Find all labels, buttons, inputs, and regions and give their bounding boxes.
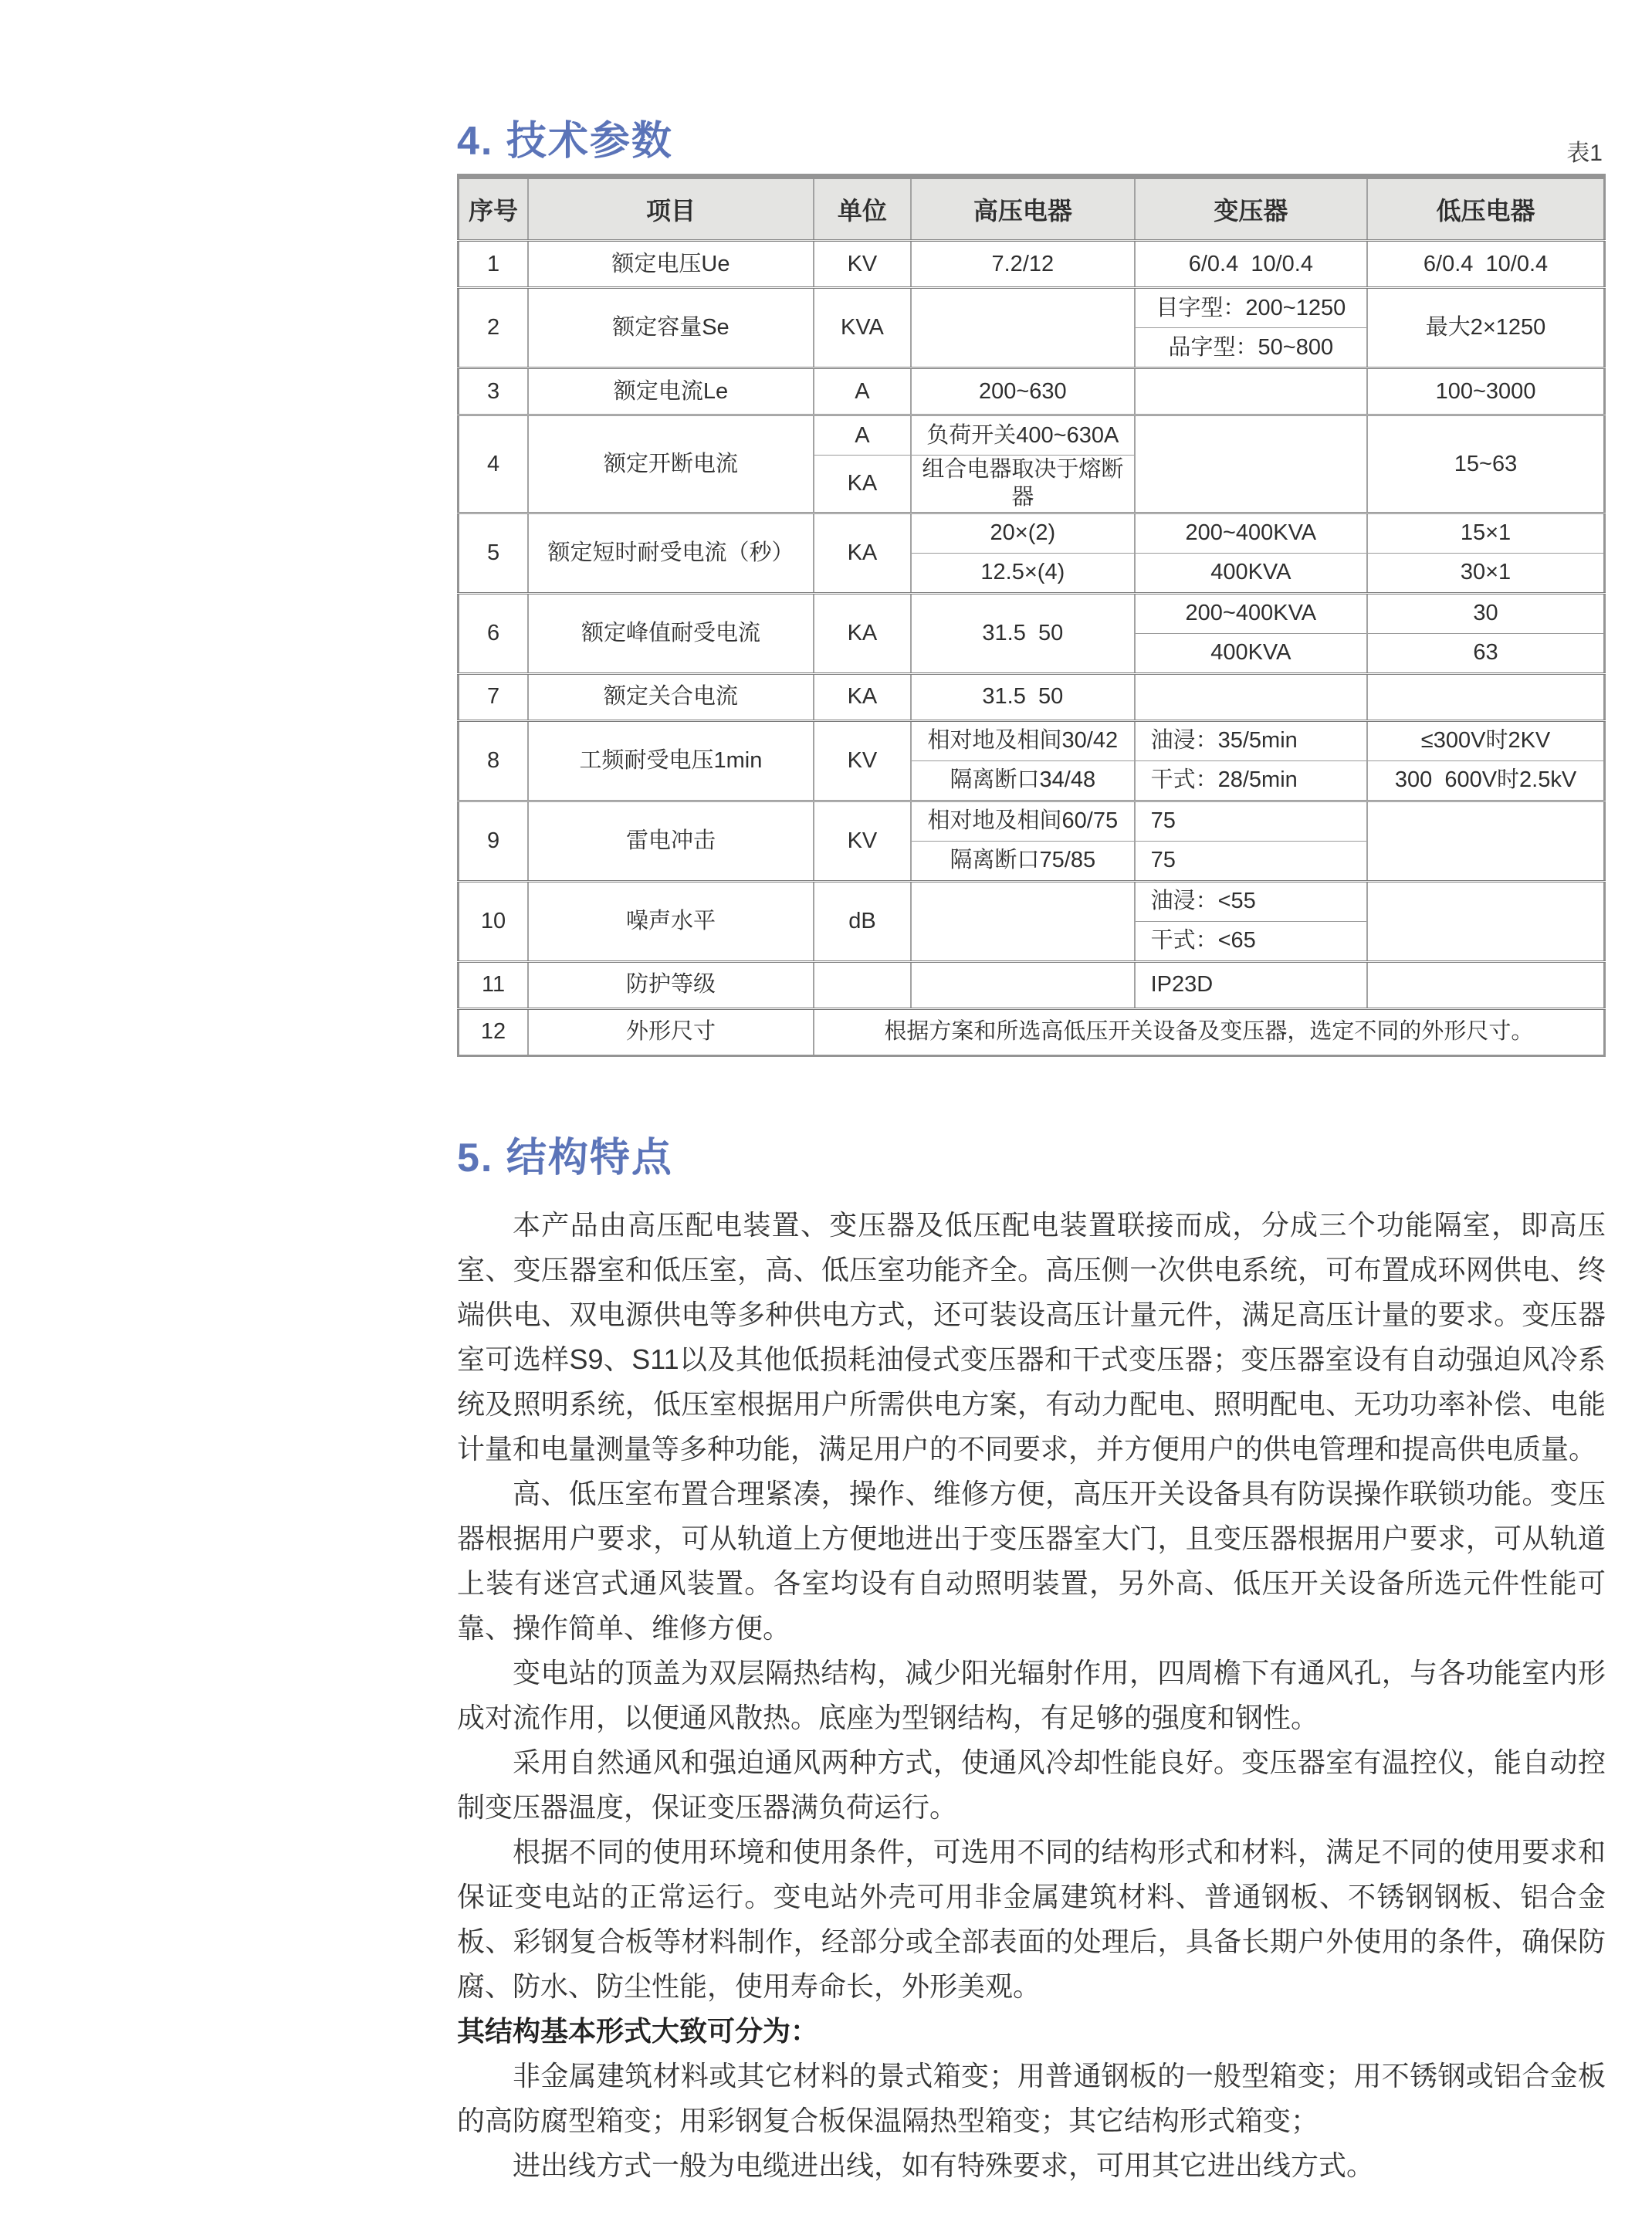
transformer-cell: 6/0.4 10/0.4 — [1135, 241, 1367, 288]
item-cell: 工频耐受电压1min — [528, 720, 814, 801]
section-5-heading: 5. 结构特点 — [457, 1135, 673, 1180]
section-5-body — [457, 1203, 1606, 2188]
table-row — [459, 881, 1605, 921]
paragraph: 进出线方式一般为电缆进出线，如有特殊要求，可用其它进出线方式。 — [513, 2149, 1375, 2181]
transformer-cell: 品字型：50~800 — [1135, 328, 1367, 368]
lv-cell: 15×1 — [1367, 513, 1604, 553]
unit-cell: KA — [814, 456, 911, 513]
row-number-cell: 4 — [459, 415, 529, 513]
transformer-cell: IP23D — [1135, 961, 1367, 1008]
transformer-cell: 干式：28/5min — [1135, 760, 1367, 801]
row-number-cell: 6 — [459, 593, 529, 673]
unit-cell: KV — [814, 241, 911, 288]
lv-cell: 63 — [1367, 633, 1604, 673]
item-cell: 额定峰值耐受电流 — [528, 593, 814, 673]
transformer-cell: 75 — [1135, 841, 1367, 881]
item-cell: 额定开断电流 — [528, 415, 814, 513]
unit-cell: KA — [814, 513, 911, 593]
item-cell: 额定关合电流 — [528, 673, 814, 720]
hv-cell: 12.5×(4) — [911, 553, 1135, 593]
lv-cell: 15~63 — [1367, 415, 1604, 513]
table-row — [459, 288, 1605, 328]
table-row — [459, 593, 1605, 633]
hv-cell: 20×(2) — [911, 513, 1135, 553]
hv-cell — [911, 961, 1135, 1008]
lv-cell: 100~3000 — [1367, 368, 1604, 415]
lv-cell: 6/0.4 10/0.4 — [1367, 241, 1604, 288]
section-4-header-band — [457, 108, 1606, 166]
lv-cell: 30 — [1367, 593, 1604, 633]
paragraph: 采用自然通风和强迫通风两种方式，使通风冷却性能良好。变压器室有温控仪，能自动控制变压器温度，保证变压器满负荷运行。 — [457, 1746, 1606, 1823]
table-row — [459, 961, 1605, 1008]
column-header-transformer: 变压器 — [1135, 177, 1367, 241]
hv-cell: 相对地及相间60/75 — [911, 801, 1135, 841]
merged-note-cell: 根据方案和所选高低压开关设备及变压器，选定不同的外形尺寸。 — [814, 1008, 1605, 1055]
transformer-cell: 油浸：<55 — [1135, 881, 1367, 921]
column-header-item: 项目 — [528, 177, 814, 241]
item-cell: 额定电流Le — [528, 368, 814, 415]
transformer-cell — [1135, 368, 1367, 415]
hv-cell: 组合电器取决于熔断器 — [911, 456, 1135, 513]
transformer-cell: 200~400KVA — [1135, 513, 1367, 553]
transformer-cell: 目字型：200~1250 — [1135, 288, 1367, 328]
lv-cell: ≤300V时2KV — [1367, 720, 1604, 760]
transformer-cell: 75 — [1135, 801, 1367, 841]
hv-cell: 隔离断口34/48 — [911, 760, 1135, 801]
item-cell: 雷电冲击 — [528, 801, 814, 881]
paragraph: 本产品由高压配电装置、变压器及低压配电装置联接而成，分成三个功能隔室，即高压室、变压器室和低压室，高、低压室功能齐全。高压侧一次供电系统，可布置成环网供电、终端供电、双电源供电等多种供电方式，还可装设高压计量元件，满足高压计量的要求。变压器室可选样S9、S11以及其他低损耗油侵式变压器和干式变压器；变压器室设有自动强迫风冷系统及照明系统，低压室根据用户所需供电方案，有动力配电、照明配电、无功功率补偿、电能计量和电量测量等多种功能，满足用户的不同要求，并方便用户的供电管理和提高供电质量。 — [457, 1208, 1606, 1465]
tech-params-table — [457, 174, 1606, 1057]
column-header-no: 序号 — [459, 177, 529, 241]
unit-cell: dB — [814, 881, 911, 961]
lv-cell: 最大2×1250 — [1367, 288, 1604, 368]
item-cell: 额定容量Se — [528, 288, 814, 368]
table-row — [459, 415, 1605, 456]
row-number-cell: 1 — [459, 241, 529, 288]
table-row — [459, 673, 1605, 720]
unit-cell: A — [814, 415, 911, 456]
paragraph: 高、低压室布置合理紧凑，操作、维修方便，高压开关设备具有防误操作联锁功能。变压器根据用户要求，可从轨道上方便地进出于变压器室大门，且变压器根据用户要求，可从轨道上装有迷宫式通风装置。各室均设有自动照明装置，另外高、低压开关设备所选元件性能可靠、操作简单、维修方便。 — [457, 1477, 1606, 1644]
hv-cell: 隔离断口75/85 — [911, 841, 1135, 881]
column-header-lv: 低压电器 — [1367, 177, 1604, 241]
transformer-cell — [1135, 673, 1367, 720]
transformer-cell: 干式：<65 — [1135, 921, 1367, 961]
column-header-unit: 单位 — [814, 177, 911, 241]
hv-cell: 200~630 — [911, 368, 1135, 415]
table-caption: 表1 — [1566, 141, 1603, 166]
unit-cell: KV — [814, 720, 911, 801]
unit-cell: KVA — [814, 288, 911, 368]
unit-cell — [814, 961, 911, 1008]
unit-cell: A — [814, 368, 911, 415]
page-content — [457, 0, 1606, 2188]
hv-cell: 7.2/12 — [911, 241, 1135, 288]
table-header-row — [459, 177, 1605, 241]
row-number-cell: 12 — [459, 1008, 529, 1055]
table-row — [459, 720, 1605, 760]
item-cell: 噪声水平 — [528, 881, 814, 961]
row-number-cell: 8 — [459, 720, 529, 801]
paragraph: 根据不同的使用环境和使用条件，可选用不同的结构形式和材料，满足不同的使用要求和保证变电站的正常运行。变电站外壳可用非金属建筑材料、普通钢板、不锈钢钢板、铝合金板、彩钢复合板等材料制作，经部分或全部表面的处理后，具备长期户外使用的条件，确保防腐、防水、防尘性能，使用寿命长，外形美观。 — [457, 1835, 1606, 2002]
item-cell: 外形尺寸 — [528, 1008, 814, 1055]
transformer-cell: 400KVA — [1135, 633, 1367, 673]
table-row — [459, 513, 1605, 553]
bold-lead-line: 其结构基本形式大致可分为： — [457, 2014, 819, 2047]
paragraph: 变电站的顶盖为双层隔热结构，减少阳光辐射作用，四周檐下有通风孔，与各功能室内形成对流作用，以便通风散热。底座为型钢结构，有足够的强度和钢性。 — [457, 1656, 1606, 1733]
lv-cell — [1367, 881, 1604, 961]
section-4-heading: 4. 技术参数 — [457, 119, 673, 164]
hv-cell: 负荷开关400~630A — [911, 415, 1135, 456]
row-number-cell: 2 — [459, 288, 529, 368]
item-cell: 额定短时耐受电流（秒） — [528, 513, 814, 593]
lv-cell: 30×1 — [1367, 553, 1604, 593]
unit-cell: KA — [814, 593, 911, 673]
lv-cell — [1367, 801, 1604, 881]
transformer-cell: 400KVA — [1135, 553, 1367, 593]
transformer-cell: 200~400KVA — [1135, 593, 1367, 633]
row-number-cell: 11 — [459, 961, 529, 1008]
item-cell: 防护等级 — [528, 961, 814, 1008]
table-row — [459, 801, 1605, 841]
table-row — [459, 368, 1605, 415]
transformer-cell — [1135, 415, 1367, 513]
hv-cell: 31.5 50 — [911, 593, 1135, 673]
hv-cell: 相对地及相间30/42 — [911, 720, 1135, 760]
hv-cell — [911, 881, 1135, 961]
transformer-cell: 油浸：35/5min — [1135, 720, 1367, 760]
lv-cell — [1367, 673, 1604, 720]
lv-cell — [1367, 961, 1604, 1008]
row-number-cell: 9 — [459, 801, 529, 881]
row-number-cell: 7 — [459, 673, 529, 720]
table-row — [459, 1008, 1605, 1055]
hv-cell: 31.5 50 — [911, 673, 1135, 720]
column-header-hv: 高压电器 — [911, 177, 1135, 241]
unit-cell: KA — [814, 673, 911, 720]
unit-cell: KV — [814, 801, 911, 881]
row-number-cell: 5 — [459, 513, 529, 593]
lv-cell: 300 600V时2.5kV — [1367, 760, 1604, 801]
table-row — [459, 241, 1605, 288]
item-cell: 额定电压Ue — [528, 241, 814, 288]
row-number-cell: 10 — [459, 881, 529, 961]
hv-cell — [911, 288, 1135, 368]
row-number-cell: 3 — [459, 368, 529, 415]
paragraph: 非金属建筑材料或其它材料的景式箱变；用普通钢板的一般型箱变；用不锈钢或铝合金板的高防腐型箱变；用彩钢复合板保温隔热型箱变；其它结构形式箱变； — [457, 2059, 1606, 2136]
